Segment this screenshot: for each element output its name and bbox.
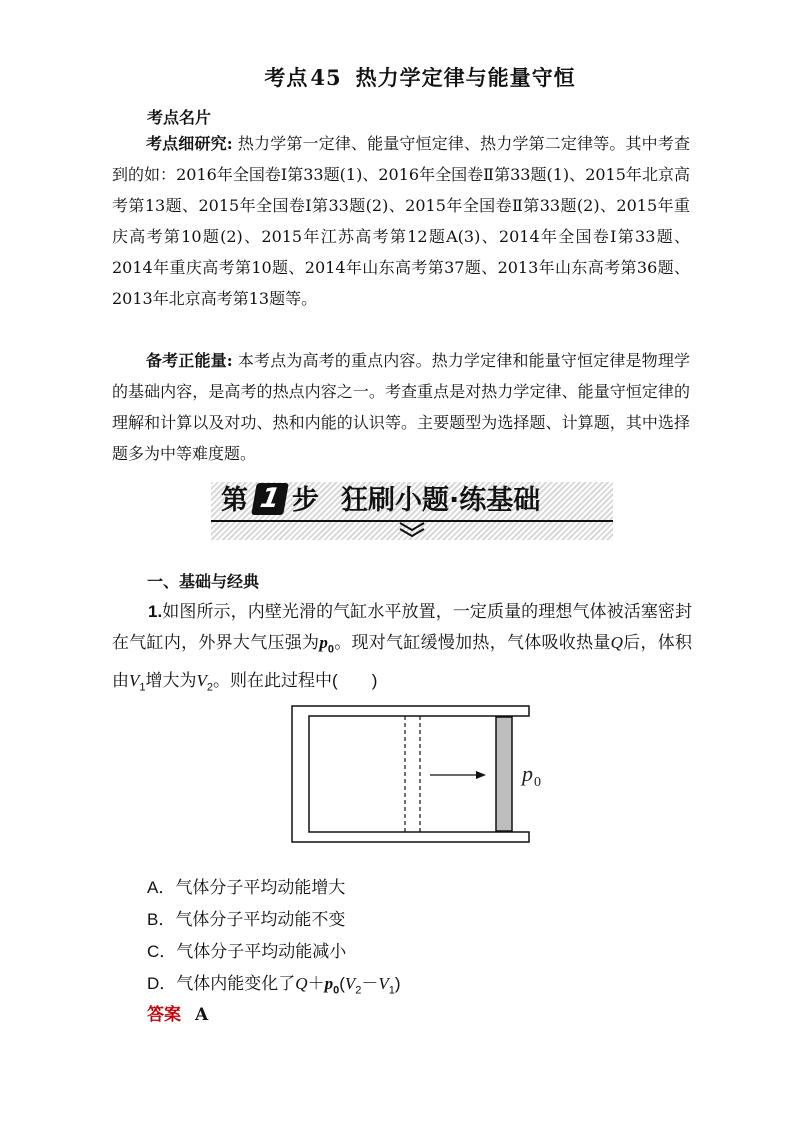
title-prefix: 考点: [264, 65, 309, 90]
question-text-1: 如图所示，内壁光滑的气缸水平放置，一定质量的理想气体被活塞密封在气缸内，外界大气压强为: [112, 602, 692, 652]
option-a-letter: A．: [147, 878, 176, 897]
option-c[interactable]: [147, 936, 401, 968]
option-d-v1: V: [378, 974, 389, 993]
cylinder-diagram: [275, 692, 558, 866]
option-d-p: p: [324, 974, 334, 993]
page-title: [0, 62, 794, 92]
p0-subscript: 0: [327, 643, 334, 656]
question-text-2: 。现对气缸缓慢加热，气体吸收热量: [333, 633, 611, 652]
cylinder-figure: [275, 692, 558, 866]
paragraph-research-lead: 考点细研究:: [146, 134, 233, 153]
banner-title-2: 练基础: [459, 485, 541, 516]
paragraph-prep-lead: 备考正能量:: [146, 351, 233, 370]
option-c-text: 气体分子平均动能减小: [176, 942, 347, 961]
banner-post: 步: [292, 485, 319, 516]
option-c-letter: C．: [147, 942, 177, 961]
paragraph-research-body: 热力学第一定律、能量守恒定律、热力学第二定律等。其中考查到的如：2016年全国卷Ⅰ第33题(1)、2016年全国卷Ⅱ第33题(1)、2015年北京高考第13题、2015年全国卷Ⅰ第33题(2)、2015年全国卷Ⅱ第33题(2)、2015年重庆高考第10题(2)、2015年江苏高考第12题A(3)、2014年全国卷Ⅰ第33题、2014年重庆高考第10题、2014年山东高考第37题、2013年山东高考第36题、2013年北京高考第13题等。: [112, 134, 690, 308]
answer-label: 答案: [147, 1005, 181, 1025]
option-d-v2: V: [344, 974, 356, 993]
figure-label-p: p: [522, 761, 533, 786]
step-banner: [211, 482, 613, 556]
paragraph-prep: [112, 345, 690, 469]
option-b-text: 气体分子平均动能不变: [175, 910, 346, 929]
question-text-4: 增大为: [145, 671, 197, 691]
section-heading: 一、基础与经典: [147, 572, 260, 591]
p0-symbol: p: [319, 633, 328, 652]
banner-step-number: 1: [251, 483, 289, 515]
option-d-letter: D．: [147, 974, 177, 993]
paragraph-research: [112, 128, 690, 314]
banner-text: [221, 482, 623, 520]
option-d-close-paren: ): [394, 974, 401, 993]
option-d-v2-sub: 2: [355, 984, 362, 997]
option-d-plus: ＋: [307, 974, 325, 993]
subheading: 考点名片: [147, 108, 212, 127]
banner-pre: 第: [221, 485, 248, 516]
option-a[interactable]: [147, 872, 401, 904]
option-b[interactable]: [147, 904, 401, 936]
question-text-3: 后，体积由: [112, 633, 693, 691]
title-text: 热力学定律与能量守恒: [355, 65, 576, 90]
option-a-text: 气体分子平均动能增大: [175, 878, 346, 897]
option-d-q: Q: [295, 974, 308, 993]
option-d-minus: －: [361, 974, 379, 993]
answer-value: A: [195, 1005, 209, 1025]
v1-symbol: V: [129, 671, 140, 691]
v2-symbol: V: [196, 671, 207, 691]
v1-subscript: 1: [139, 681, 146, 694]
option-b-letter: B．: [147, 910, 176, 929]
v2-subscript: 2: [206, 681, 214, 694]
question-number: 1.: [148, 602, 163, 621]
banner-dot: ·: [449, 485, 460, 516]
option-d-v1-sub: 1: [388, 984, 395, 997]
option-d-text: 气体内能变化了: [176, 974, 296, 993]
option-d-p-sub: 0: [333, 984, 340, 997]
question-text-5: 。则在此过程中( ): [213, 671, 378, 691]
q-symbol: Q: [610, 633, 623, 652]
answer: [147, 1000, 208, 1025]
options-list: [147, 872, 401, 1006]
title-number: 45: [310, 65, 342, 90]
figure-label-sub: 0: [534, 775, 541, 790]
paragraph-prep-body: 本考点为高考的重点内容。热力学定律和能量守恒定律是物理学的基础内容，是高考的热点内容之一。考查重点是对热力学定律、能量守恒定律的理解和计算以及对功、热和内能的认识等。主要题型为选择题、计算题，其中选择题多为中等难度题。: [112, 351, 690, 463]
question-1: [112, 596, 692, 704]
double-chevron-down-icon: [397, 521, 427, 539]
piston: [496, 717, 512, 831]
option-d-open-paren: (: [339, 974, 345, 993]
banner-title-1: 狂刷小题: [341, 485, 449, 516]
